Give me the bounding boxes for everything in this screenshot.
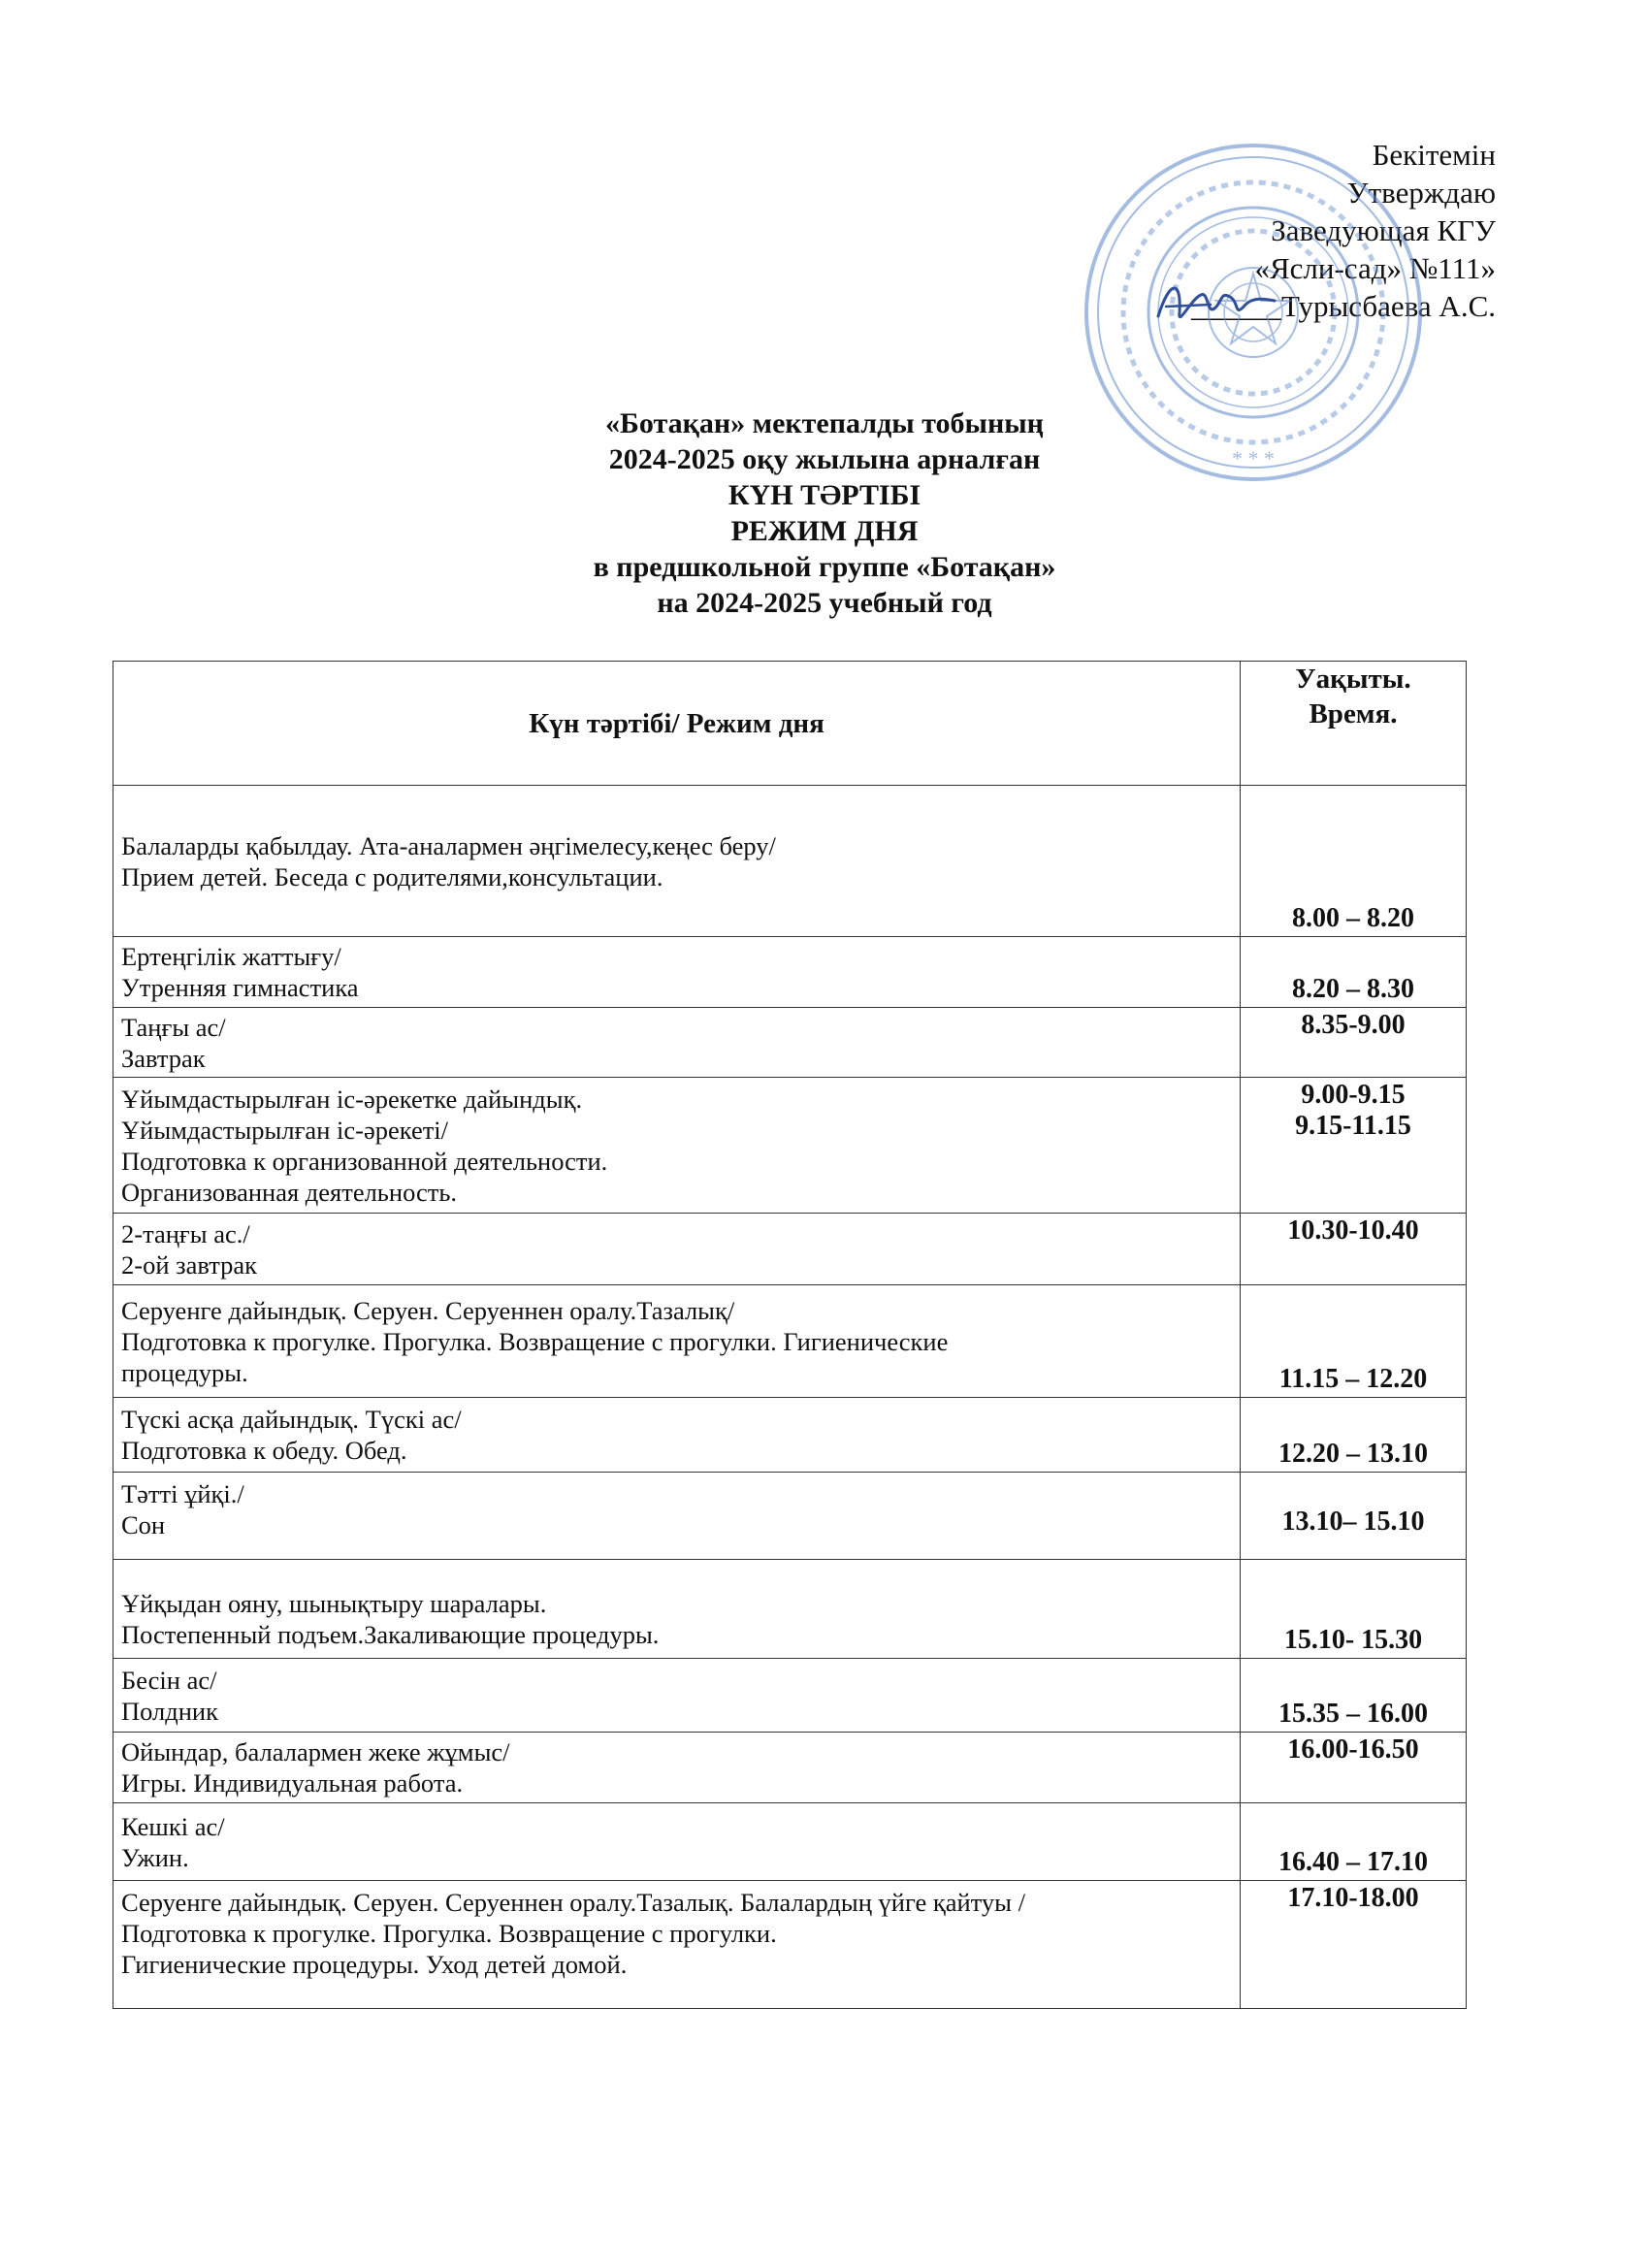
- title-line-group-ru: в предшкольной группе «Ботақан»: [593, 551, 1056, 583]
- table-row: [113, 1881, 1467, 2009]
- activity-line: Кешкі ас/: [121, 1811, 225, 1841]
- time-value: 8.35-9.00: [1301, 1010, 1406, 1040]
- header-activity: Күн тәртібі/ Режим дня: [113, 662, 1241, 786]
- activity-line: Бесін ас/: [121, 1665, 217, 1695]
- activity-line: Подготовка к прогулке. Прогулка. Возвращение с прогулки.: [121, 1919, 777, 1948]
- table-row: [113, 1078, 1467, 1214]
- time-value: 15.35 – 16.00: [1278, 1699, 1428, 1729]
- activity-cell: [113, 786, 1241, 937]
- approver-name: Турысбаева А.С.: [1281, 289, 1496, 323]
- activity-cell: [113, 937, 1241, 1008]
- approval-line-organization: «Ясли-сад» №111»: [1254, 251, 1496, 285]
- activity-line: Постепенный подъем.Закаливающие процедуры.: [121, 1620, 660, 1649]
- time-value: 17.10-18.00: [1287, 1883, 1419, 1913]
- time-cell: [1241, 1214, 1467, 1285]
- activity-cell: [113, 1285, 1241, 1398]
- title-line-year-kk: 2024-2025 оқу жылына арналған: [608, 443, 1041, 475]
- activity-line: Полдник: [121, 1696, 218, 1726]
- document-title: [0, 405, 1649, 621]
- activity-line: Ужин.: [121, 1842, 189, 1872]
- activity-line: Подготовка к обеду. Обед.: [121, 1436, 407, 1465]
- activity-line: Серуенге дайындық. Серуен. Серуеннен оралу.Тазалық/: [121, 1295, 735, 1325]
- time-cell: [1241, 1008, 1467, 1078]
- approval-line-name: ______Турысбаева А.С.: [1191, 289, 1496, 323]
- activity-line: Прием детей. Беседа с родителями,консультации.: [121, 861, 663, 891]
- activity-cell: [113, 1398, 1241, 1473]
- time-value: 8.00 – 8.20: [1292, 903, 1414, 933]
- activity-line: Түскі асқа дайындық. Түскі ас/: [121, 1405, 462, 1434]
- activity-line: Таңғы ас/: [121, 1012, 226, 1042]
- time-cell: [1241, 1659, 1467, 1733]
- activity-line: Ұйымдастырылған іс-әрекетке дайындық.: [121, 1084, 583, 1114]
- time-cell: [1241, 1803, 1467, 1881]
- activity-line: Подготовка к организованной деятельности.: [121, 1146, 608, 1176]
- activity-cell: [113, 1560, 1241, 1659]
- table-row: [113, 1285, 1467, 1398]
- header-time-kk: Уақыты.: [1295, 664, 1411, 695]
- activity-line: Гигиенические процедуры. Уход детей домой.: [121, 1950, 628, 1979]
- activity-line: Ұйымдастырылған іс-әрекеті/: [121, 1115, 449, 1145]
- time-cell: [1241, 1881, 1467, 2009]
- svg-text:* * *: * * *: [1232, 446, 1275, 470]
- header-time-ru: Время.: [1309, 698, 1398, 729]
- activity-line: Организованная деятельность.: [121, 1177, 458, 1207]
- time-value: 12.20 – 13.10: [1278, 1439, 1428, 1469]
- activity-cell: [113, 1659, 1241, 1733]
- activity-line: Серуенге дайындық. Серуен. Серуеннен оралу.Тазалық. Балалардың үйге қайтуы /: [121, 1888, 1025, 1917]
- activity-cell: [113, 1881, 1241, 2009]
- time-cell: [1241, 1560, 1467, 1659]
- time-value: 9.15-11.15: [1295, 1111, 1411, 1141]
- activity-cell: [113, 1078, 1241, 1214]
- approval-line-position: Заведующая КГУ: [1271, 213, 1496, 247]
- activity-line: Тәтті ұйқі./: [121, 1479, 244, 1508]
- activity-line: процедуры.: [121, 1357, 248, 1387]
- activity-line: Сон: [121, 1510, 166, 1539]
- time-cell: [1241, 786, 1467, 937]
- activity-cell: [113, 1803, 1241, 1881]
- time-cell: [1241, 937, 1467, 1008]
- activity-line: Утренняя гимнастика: [121, 973, 359, 1002]
- time-value: 15.10- 15.30: [1283, 1625, 1423, 1655]
- table-row: [113, 937, 1467, 1008]
- table-row: [113, 1214, 1467, 1285]
- time-cell: [1241, 1285, 1467, 1398]
- time-cell: [1241, 1078, 1467, 1214]
- table-row: [113, 1473, 1467, 1560]
- activity-line: 2-таңғы ас./: [121, 1218, 250, 1248]
- activity-line: Подготовка к прогулке. Прогулка. Возвращение с прогулки. Гигиенические: [121, 1326, 949, 1356]
- table-row: [113, 1803, 1467, 1881]
- title-line-heading-ru: РЕЖИМ ДНЯ: [730, 515, 919, 547]
- table-header-row: [113, 662, 1467, 786]
- table-row: [113, 1659, 1467, 1733]
- approval-line-approve-kk: Бекітемін: [1372, 138, 1496, 172]
- table-row: [113, 1008, 1467, 1078]
- activity-line: Завтрак: [121, 1043, 206, 1073]
- approval-line-approve-ru: Утверждаю: [1346, 176, 1496, 210]
- activity-cell: [113, 1733, 1241, 1803]
- time-value: 9.00-9.15: [1301, 1080, 1406, 1110]
- time-value: 16.40 – 17.10: [1278, 1847, 1428, 1877]
- table-row: [113, 1733, 1467, 1803]
- time-cell: [1241, 1733, 1467, 1803]
- time-value: 13.10– 15.10: [1281, 1507, 1425, 1537]
- time-value: 11.15 – 12.20: [1278, 1364, 1428, 1394]
- table-row: [113, 1560, 1467, 1659]
- time-cell: [1241, 1473, 1467, 1560]
- time-cell: [1241, 1398, 1467, 1473]
- title-line-group-kk: «Ботақан» мектепалды тобының: [605, 407, 1044, 439]
- table-row: [113, 1398, 1467, 1473]
- title-line-heading-kk: КҮН ТӘРТІБІ: [728, 479, 922, 511]
- time-value: 8.20 – 8.30: [1292, 974, 1414, 1004]
- activity-cell: [113, 1008, 1241, 1078]
- time-value: 16.00-16.50: [1287, 1734, 1419, 1765]
- activity-line: 2-ой завтрак: [121, 1249, 258, 1280]
- activity-line: Ертеңгілік жаттығу/: [121, 942, 341, 971]
- activity-cell: [113, 1214, 1241, 1285]
- time-value: 10.30-10.40: [1287, 1215, 1419, 1246]
- activity-line: Ұйқыдан ояну, шынықтыру шаралары.: [121, 1589, 547, 1618]
- activity-line: Балаларды қабылдау. Ата-аналармен әңгімелесу,кеңес беру/: [121, 830, 776, 860]
- activity-cell: [113, 1473, 1241, 1560]
- table-row: [113, 786, 1467, 937]
- daily-schedule-table: [113, 661, 1467, 2009]
- activity-line: Ойындар, балалармен жеке жұмыс/: [121, 1737, 510, 1766]
- header-time: [1241, 662, 1467, 786]
- title-line-year-ru: на 2024-2025 учебный год: [657, 587, 992, 619]
- activity-line: Игры. Индивидуальная работа.: [121, 1768, 464, 1798]
- signature-icon: [1152, 270, 1278, 338]
